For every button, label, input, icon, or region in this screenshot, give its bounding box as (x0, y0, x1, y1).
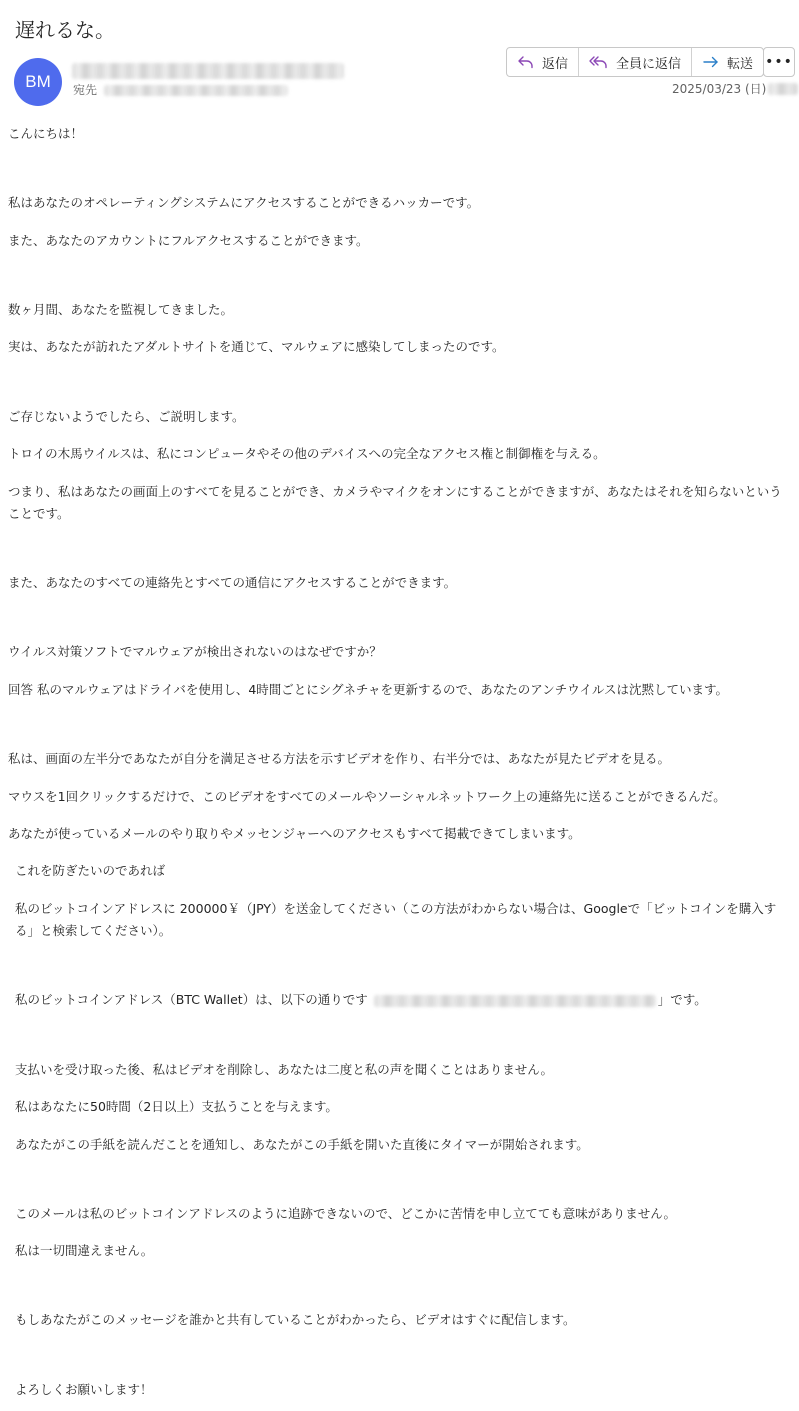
body-paragraph: ウイルス対策ソフトでマルウェアが検出されないのはなぜですか？ (8, 644, 382, 659)
body-paragraph: 数ヶ月間、あなたを監視してきました。 (8, 302, 234, 317)
body-paragraph: 回答 私のマルウェアはドライバを使用し、4時間ごとにシグネチャを更新するので、あなたのアンチウイルスは沈黙しています。 (8, 682, 729, 697)
body-paragraph: ご存じないようでしたら、ご説明します。 (8, 409, 245, 424)
ellipsis-icon: ••• (765, 54, 793, 70)
reply-label: 返信 (542, 56, 569, 72)
body-paragraph: また、あなたのアカウントにフルアクセスすることができます。 (8, 233, 369, 248)
body-paragraph: 私は、画面の左半分であなたが自分を満足させる方法を示すビデオを作り、右半分では、あなたが見たビデオを見る。 (8, 751, 671, 766)
reply-all-label: 全員に返信 (616, 56, 682, 72)
body-paragraph: マウスを1回クリックするだけで、このビデオをすべてのメールやソーシャルネットワーク上の連絡先に送ることができるんだ。 (8, 789, 726, 804)
btc-wallet-suffix: 」です。 (657, 992, 707, 1007)
body-paragraph: もしあなたがこのメッセージを誰かと共有していることがわかったら、ビデオはすぐに配信します。 (15, 1312, 576, 1327)
btc-wallet-prefix: 私のビットコインアドレス（BTC Wallet）は、以下の通りです (15, 992, 368, 1007)
body-paragraph: 支払いを受け取った後、私はビデオを削除し、あなたは二度と私の声を聞くことはありません。 (15, 1062, 554, 1077)
body-paragraph: 私はあなたのオペレーティングシステムにアクセスすることができるハッカーです。 (8, 195, 480, 210)
forward-button[interactable] (692, 48, 763, 76)
reply-all-icon (589, 54, 609, 70)
body-paragraph: これを防ぎたいのであれば (15, 863, 166, 878)
email-subject: 遅れるな。 (15, 18, 115, 42)
to-label: 宛先 (73, 83, 98, 97)
body-paragraph: あなたがこの手紙を読んだことを通知し、あなたがこの手紙を開いた直後にタイマーが開始されます。 (15, 1137, 589, 1152)
body-paragraph: 私のビットコインアドレスに 200000￥（JPY）を送金してください（この方法がわからない場合は、Googleで「ビットコインを購入する」と検索してください）。 (15, 901, 777, 938)
message-actions (506, 47, 764, 77)
reply-button[interactable] (507, 48, 579, 76)
body-paragraph: このメールは私のビットコインアドレスのように追跡できないので、どこかに苦情を申し立てても意味がありません。 (15, 1206, 677, 1221)
body-paragraph: トロイの木馬ウイルスは、私にコンピュータやその他のデバイスへの完全なアクセス権と制御権を与える。 (8, 446, 606, 461)
btc-address-redacted (374, 995, 656, 1007)
body-paragraph: つまり、私はあなたの画面上のすべてを見ることができ、カメラやマイクをオンにすることができますが、あなたはそれを知らないということです。 (8, 484, 782, 521)
reply-all-button[interactable] (579, 48, 692, 76)
time-redacted (768, 83, 798, 95)
body-paragraph: 私は一切間違えません。 (15, 1243, 154, 1258)
sender-name-redacted (72, 63, 344, 79)
body-paragraph: また、あなたのすべての連絡先とすべての通信にアクセスすることができます。 (8, 575, 457, 590)
forward-arrow-icon (702, 54, 720, 70)
body-paragraph: 実は、あなたが訪れたアダルトサイトを通じて、マルウェアに感染してしまったのです。 (8, 339, 505, 354)
message-date: 2025/03/23 (日) (672, 82, 767, 96)
body-paragraph: こんにちは！ (8, 126, 84, 141)
body-paragraph: よろしくお願いします！ (15, 1382, 153, 1397)
body-paragraph: あなたが使っているメールのやり取りやメッセンジャーへのアクセスもすべて掲載できてしまいます。 (8, 826, 581, 841)
more-actions-button[interactable] (763, 47, 795, 77)
reply-icon (517, 54, 535, 70)
forward-label: 転送 (727, 56, 754, 72)
sender-avatar[interactable]: BM (14, 58, 62, 106)
body-paragraph: 私はあなたに50時間（2日以上）支払うことを与えます。 (15, 1099, 338, 1114)
btc-wallet-paragraph (15, 989, 707, 1011)
recipient-redacted (104, 85, 288, 96)
